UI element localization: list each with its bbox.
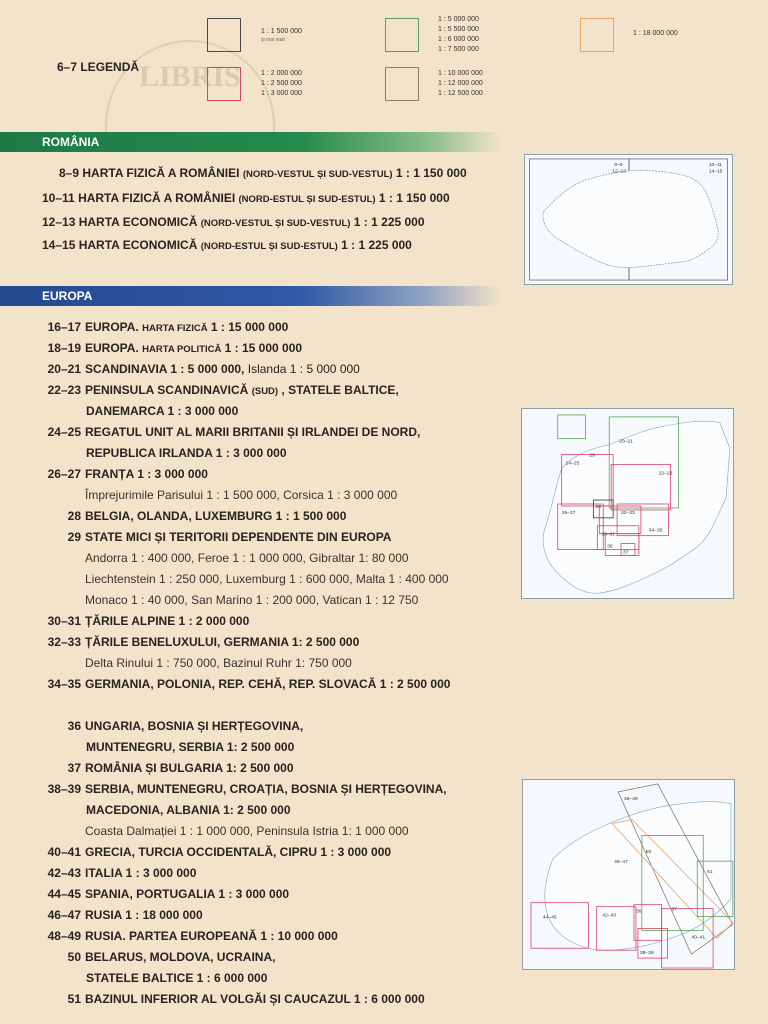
toc-page-number: 22–23 xyxy=(47,383,81,397)
toc-page-number: 51 xyxy=(67,992,81,1006)
toc-title: FRANȚA 1 : 3 000 000 xyxy=(85,467,208,481)
map-label: 28 xyxy=(595,504,601,510)
section-header-romania: ROMÂNIA xyxy=(0,132,500,152)
toc-page-number: 29 xyxy=(67,530,81,544)
toc-entry xyxy=(0,824,520,842)
toc-subentry: Andorra 1 : 400 000, Feroe 1 : 1 000 000, Gibraltar 1: 80 000 xyxy=(85,551,409,565)
toc-subentry: Delta Rinului 1 : 750 000, Bazinul Ruhr 1: 750 000 xyxy=(85,656,352,670)
legend-scale-4: 1 : 10 000 000 1 : 12 000 000 1 : 12 500 000 xyxy=(438,70,483,97)
map-label: 37 xyxy=(623,550,629,556)
toc-page-number: 18–19 xyxy=(47,341,81,355)
toc-entry[interactable] xyxy=(0,803,520,821)
toc-entry[interactable] xyxy=(0,677,520,695)
toc-subentry: Monaco 1 : 40 000, San Marino 1 : 200 000, Vatican 1 : 12 750 xyxy=(85,593,419,607)
toc-title: REPUBLICA IRLANDA 1 : 3 000 000 xyxy=(86,446,287,460)
europe-index-map-east xyxy=(522,779,735,970)
map-label: 44–45 xyxy=(542,915,557,921)
toc-entry[interactable] xyxy=(0,425,520,443)
toc-title: MACEDONIA, ALBANIA 1: 2 500 000 xyxy=(86,803,291,817)
map-label: 12–13 xyxy=(612,169,626,175)
toc-entry[interactable] xyxy=(0,992,520,1010)
section-header-europa: EUROPA xyxy=(0,286,500,306)
legend-scale-1: 1 : 1 500 000 și mai mari xyxy=(261,28,302,43)
toc-page-number: 24–25 xyxy=(47,425,81,439)
legend-scale-5: 1 : 18 000 000 xyxy=(633,30,678,37)
map-label: 26–27 xyxy=(561,510,576,516)
toc-entry[interactable] xyxy=(0,509,520,527)
map-label: 40–41 xyxy=(691,935,706,941)
map-label: 29 xyxy=(589,453,595,459)
toc-subentry: Liechtenstein 1 : 250 000, Luxemburg 1 : 600 000, Malta 1 : 400 000 xyxy=(85,572,449,586)
toc-page-number: 48–49 xyxy=(47,929,81,943)
toc-entry[interactable] xyxy=(0,362,520,380)
toc-entry[interactable]: 8–9 HARTA FIZICĂ A ROMÂNIEI (NORD-VESTUL ȘI SUD-VESTUL) 1 : 1 150 000 xyxy=(59,166,467,180)
toc-entry[interactable] xyxy=(0,614,520,632)
map-label: 38–39 xyxy=(639,951,654,957)
toc-entry[interactable] xyxy=(0,908,520,926)
map-label: 22–23 xyxy=(658,471,673,477)
map-label: 48–49 xyxy=(624,796,638,802)
toc-title: SCANDINAVIA 1 : 5 000 000, Islanda 1 : 5 000 000 xyxy=(85,362,360,376)
toc-entry[interactable] xyxy=(0,782,520,800)
romania-index-map xyxy=(524,154,733,285)
toc-entry[interactable] xyxy=(0,761,520,779)
map-label: 46–47 xyxy=(614,860,628,866)
map-label: 24–25 xyxy=(565,461,580,467)
toc-title: SPANIA, PORTUGALIA 1 : 3 000 000 xyxy=(85,887,290,901)
map-label: 42–43 xyxy=(602,913,617,919)
toc-title: ȚĂRILE ALPINE 1 : 2 000 000 xyxy=(85,614,250,628)
toc-title: UNGARIA, BOSNIA ȘI HERȚEGOVINA, xyxy=(85,719,304,733)
toc-title: ITALIA 1 : 3 000 000 xyxy=(85,866,197,880)
toc-title: STATELE BALTICE 1 : 6 000 000 xyxy=(86,971,268,985)
toc-page-number: 26–27 xyxy=(47,467,81,481)
map-label: 36 xyxy=(607,544,613,550)
toc-title: BAZINUL INFERIOR AL VOLGĂI ȘI CAUCAZUL 1 : 6 000 000 xyxy=(85,992,425,1006)
toc-entry xyxy=(0,656,520,674)
map-label: 20–21 xyxy=(619,439,633,445)
map-label: 51 xyxy=(707,870,713,876)
legend-swatch-2 xyxy=(207,67,241,101)
toc-entry xyxy=(0,572,520,590)
toc-entry[interactable]: 10–11 HARTA FIZICĂ A ROMÂNIEI (NORD-ESTUL ȘI SUD-ESTUL) 1 : 1 150 000 xyxy=(42,191,450,205)
map-label: 8–9 xyxy=(614,162,623,168)
toc-entry[interactable] xyxy=(0,719,520,737)
legend-swatch-5 xyxy=(580,18,614,52)
toc-page-number: 28 xyxy=(67,509,81,523)
toc-page-number: 20–21 xyxy=(47,362,81,376)
toc-page-number: 42–43 xyxy=(47,866,81,880)
map-label: 10–11 xyxy=(708,162,723,168)
toc-page-number: 30–31 xyxy=(47,614,81,628)
toc-title: RUSIA. PARTEA EUROPEANĂ 1 : 10 000 000 xyxy=(85,929,338,943)
legend-scale-2: 1 : 2 000 000 1 : 2 500 000 1 : 3 000 000 xyxy=(261,70,302,97)
publisher-watermark: LIBRIS xyxy=(105,40,275,150)
toc-entry[interactable] xyxy=(0,446,520,464)
toc-entry[interactable] xyxy=(0,635,520,653)
toc-title: RUSIA 1 : 18 000 000 xyxy=(85,908,203,922)
map-label: 50 xyxy=(645,850,652,856)
map-label: 34–35 xyxy=(648,528,663,534)
toc-title: ȚĂRILE BENELUXULUI, GERMANIA 1: 2 500 000 xyxy=(85,635,360,649)
toc-page-number: 36 xyxy=(67,719,81,733)
toc-entry[interactable] xyxy=(0,320,520,338)
toc-title: PENINSULA SCANDINAVICĂ (SUD) , STATELE BALTICE, xyxy=(85,383,399,397)
toc-page-number: 34–35 xyxy=(47,677,81,691)
toc-entry xyxy=(0,593,520,611)
legend-scale-3: 1 : 5 000 000 1 : 5 500 000 1 : 6 000 000 1 : 7 500 000 xyxy=(438,16,479,53)
toc-title: EUROPA. HARTA FIZICĂ 1 : 15 000 000 xyxy=(85,320,289,334)
toc-subentry: Coasta Dalmației 1 : 1 000 000, Peninsula Istria 1: 1 000 000 xyxy=(85,824,409,838)
toc-title: STATE MICI ȘI TERITORII DEPENDENTE DIN EUROPA xyxy=(85,530,392,544)
legend-swatch-3 xyxy=(385,18,419,52)
toc-entry[interactable] xyxy=(0,341,520,359)
toc-entry[interactable] xyxy=(0,467,520,485)
toc-page-number: 16–17 xyxy=(47,320,81,334)
toc-subentry: Împrejurimile Parisului 1 : 1 500 000, Corsica 1 : 3 000 000 xyxy=(85,488,398,502)
toc-entry[interactable] xyxy=(0,866,520,884)
toc-title: MUNTENEGRU, SERBIA 1: 2 500 000 xyxy=(86,740,295,754)
legend-swatch-4 xyxy=(385,67,419,101)
toc-title: SERBIA, MUNTENEGRU, CROAȚIA, BOSNIA ȘI HERȚEGOVINA, xyxy=(85,782,447,796)
map-label: 14–15 xyxy=(708,169,723,175)
toc-entry[interactable] xyxy=(0,845,520,863)
toc-entry[interactable] xyxy=(0,950,520,968)
toc-page-number: 40–41 xyxy=(47,845,81,859)
toc-entry[interactable] xyxy=(0,383,520,401)
toc-title: GERMANIA, POLONIA, REP. CEHĂ, REP. SLOVACĂ 1 : 2 500 000 xyxy=(85,677,451,691)
toc-page-number: 50 xyxy=(67,950,81,964)
toc-title: REGATUL UNIT AL MARII BRITANII ȘI IRLANDEI DE NORD, xyxy=(85,425,421,439)
map-label: 37 xyxy=(671,907,678,913)
toc-title: BELGIA, OLANDA, LUXEMBURG 1 : 1 500 000 xyxy=(85,509,347,523)
toc-entry[interactable] xyxy=(0,929,520,947)
toc-entry[interactable] xyxy=(0,971,520,989)
map-label: 36 xyxy=(635,909,642,915)
toc-entry[interactable]: 12–13 HARTA ECONOMICĂ (NORD-VESTUL ȘI SUD-VESTUL) 1 : 1 225 000 xyxy=(42,215,425,229)
toc-entry[interactable] xyxy=(0,740,520,758)
europe-index-map-west xyxy=(521,408,734,599)
toc-entry[interactable] xyxy=(0,530,520,548)
toc-title: BELARUS, MOLDOVA, UCRAINA, xyxy=(85,950,276,964)
toc-entry[interactable] xyxy=(0,404,520,422)
toc-page-number: 37 xyxy=(67,761,81,775)
toc-title: EUROPA. HARTA POLITICĂ 1 : 15 000 000 xyxy=(85,341,303,355)
toc-page-number: 38–39 xyxy=(47,782,81,796)
toc-page-number: 32–33 xyxy=(47,635,81,649)
toc-entry xyxy=(0,488,520,506)
toc-title: ROMÂNIA ȘI BULGARIA 1: 2 500 000 xyxy=(85,761,294,775)
map-label: 30–31 xyxy=(601,532,616,538)
toc-title: GRECIA, TURCIA OCCIDENTALĂ, CIPRU 1 : 3 000 000 xyxy=(85,845,392,859)
toc-title: DANEMARCA 1 : 3 000 000 xyxy=(86,404,239,418)
legend-swatch-1 xyxy=(207,18,241,52)
toc-entry xyxy=(0,551,520,569)
toc-page-number: 44–45 xyxy=(47,887,81,901)
map-label: 32–33 xyxy=(621,510,635,516)
legend-entry[interactable]: 6–7 LEGENDĂ xyxy=(57,60,140,74)
toc-page-number: 46–47 xyxy=(47,908,81,922)
toc-entry[interactable]: 14–15 HARTA ECONOMICĂ (NORD-ESTUL ȘI SUD-ESTUL) 1 : 1 225 000 xyxy=(42,238,412,252)
toc-entry[interactable] xyxy=(0,887,520,905)
